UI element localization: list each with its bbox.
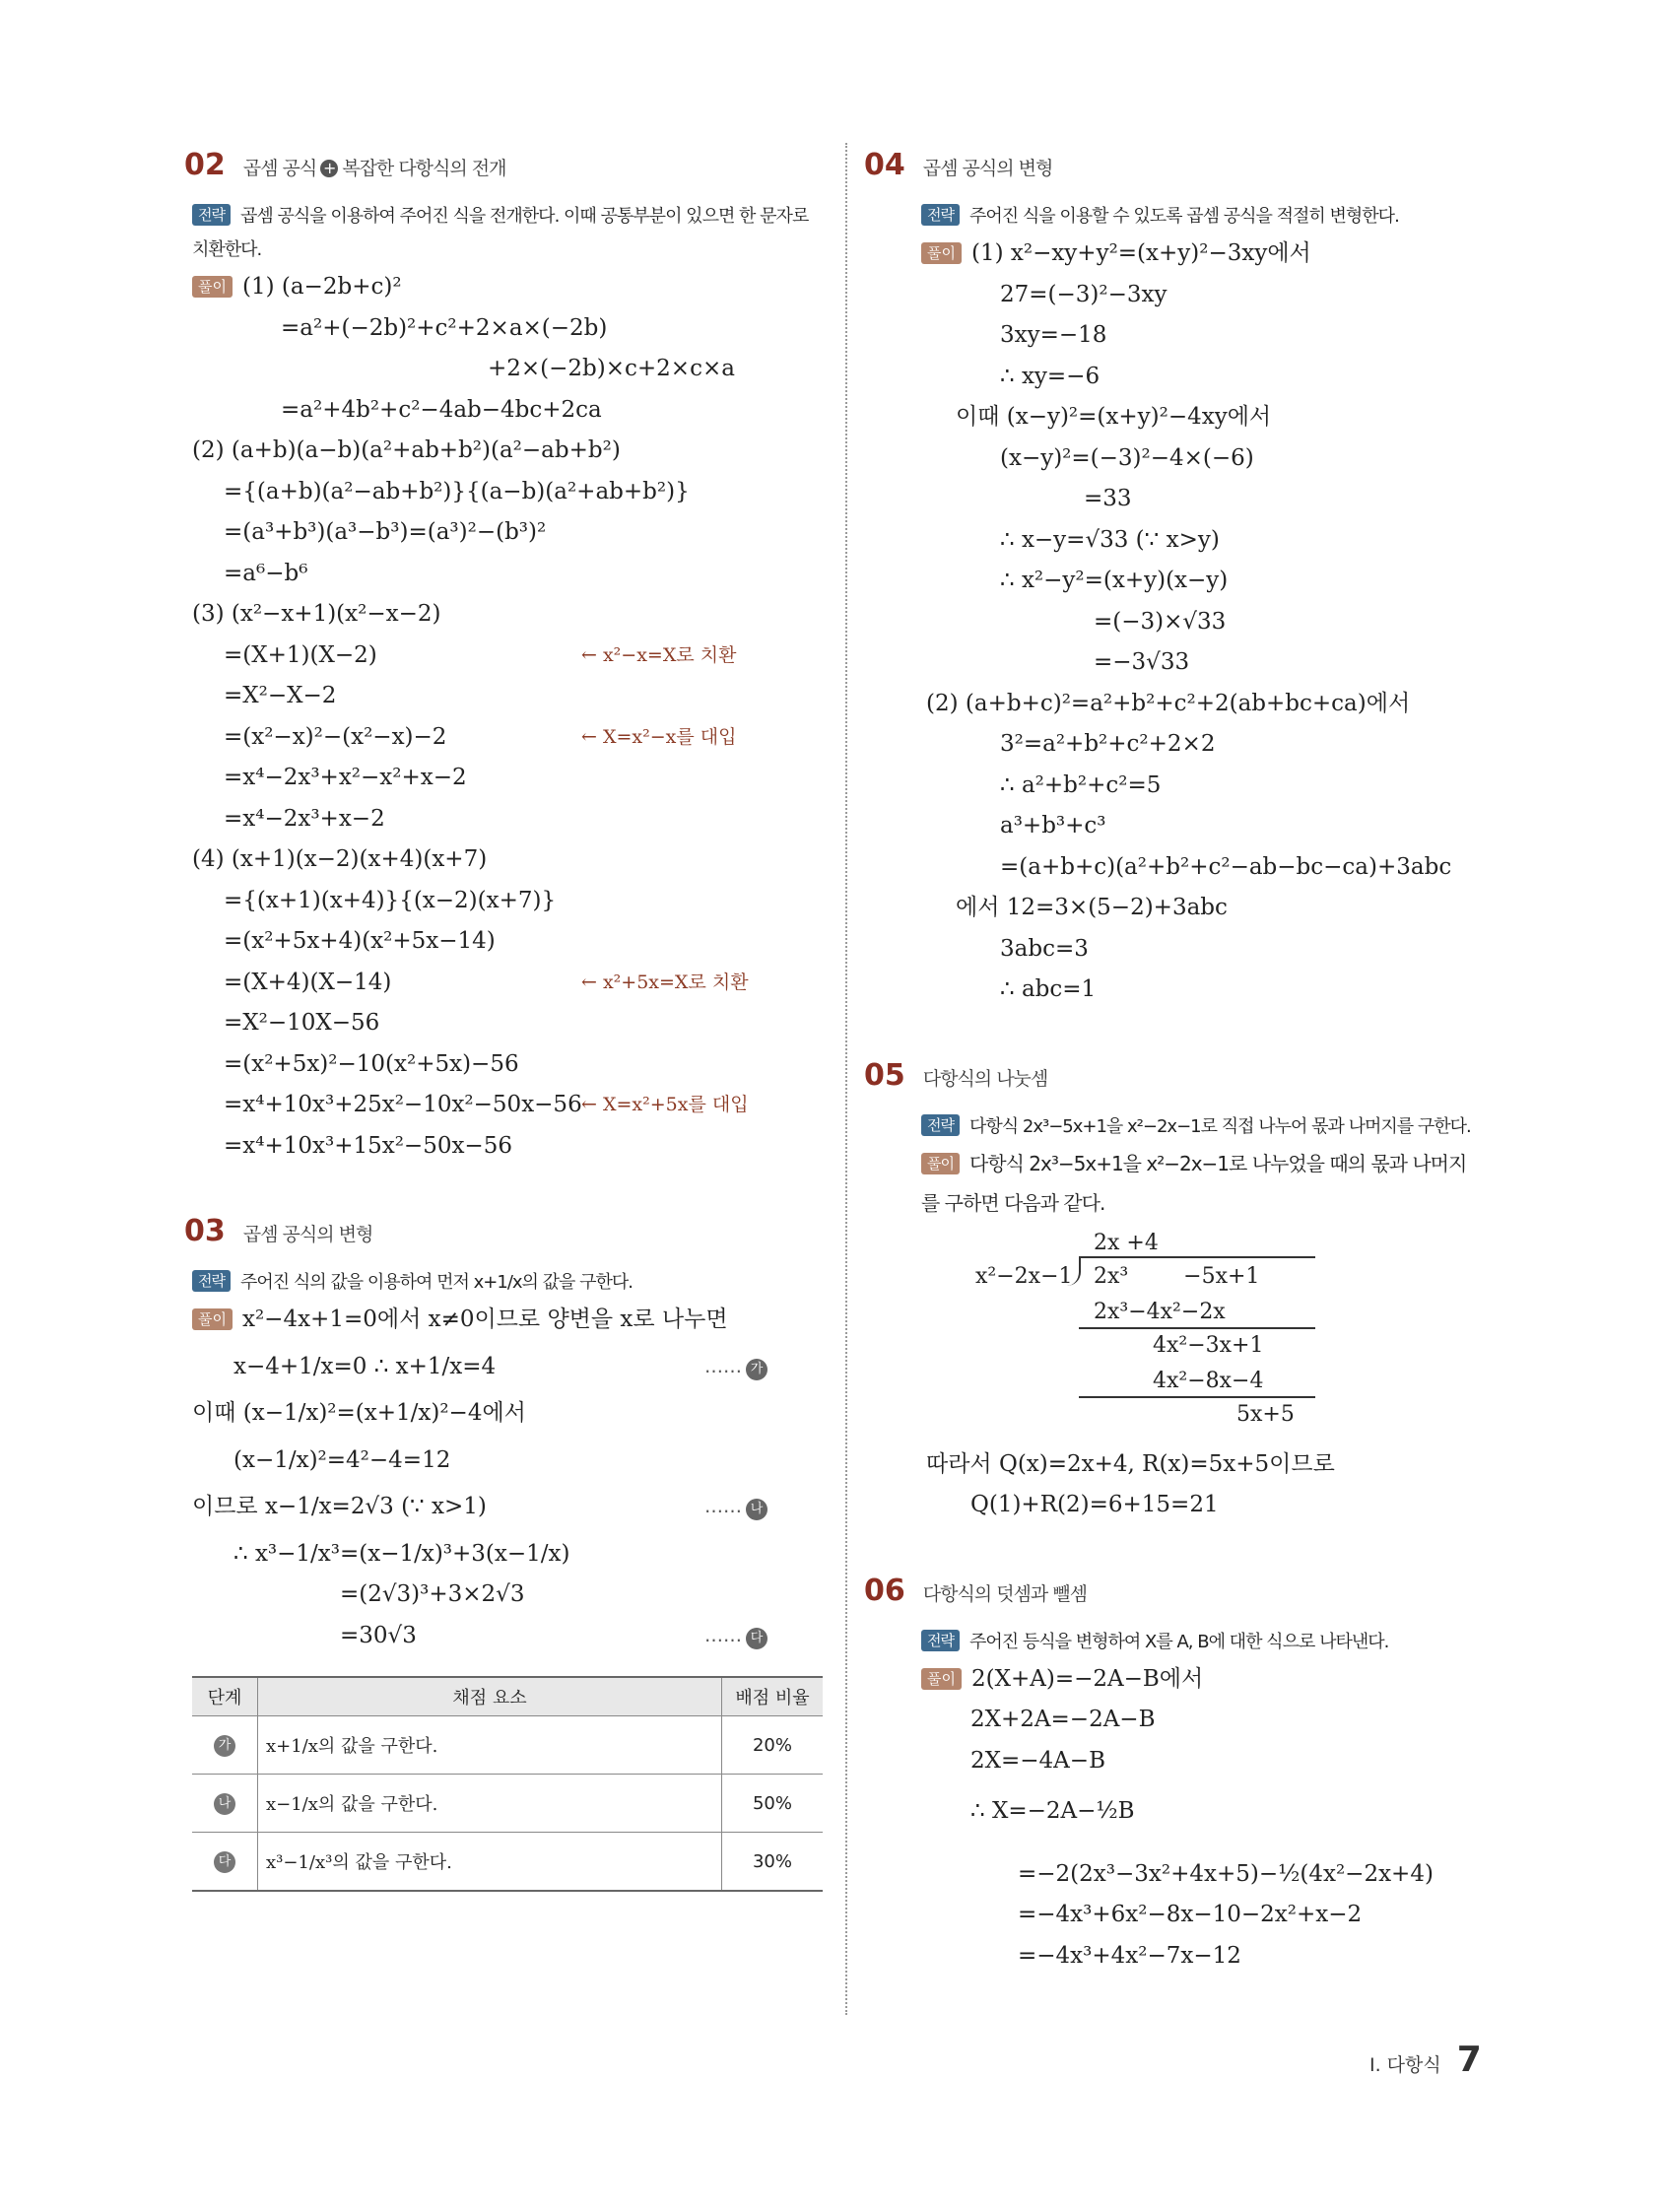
math-line: =x⁴+10x³+15x²−50x−56: [224, 1132, 512, 1159]
stage-marker-icon: 다: [214, 1851, 235, 1873]
stage-marker-icon: 나: [214, 1793, 235, 1815]
solution-line: [872, 1659, 1483, 1701]
section-04: [864, 148, 1483, 1011]
math-line: =(a³+b³)(a³−b³)=(a³)²−(b³)²: [224, 519, 547, 545]
math-line: (1) (a−2b+c)²: [241, 274, 402, 300]
table-row: [192, 1833, 823, 1892]
division-step1: 2x³−4x²−2x: [1094, 1299, 1226, 1324]
math-line: =x⁴−2x³+x−2: [224, 805, 385, 832]
math-line-with-note: [192, 1085, 823, 1126]
item-cell: x+1/x의 값을 구한다.: [258, 1716, 722, 1775]
stage-marker-icon: 가: [214, 1735, 235, 1757]
math-expr: 이므로 x−1/x=2√3 (∵ x>1): [192, 1494, 487, 1519]
marker-dots: ……: [704, 1355, 742, 1377]
item-cell: x³−1/x³의 값을 구한다.: [258, 1833, 722, 1892]
header-ratio: 배점 비율: [722, 1677, 824, 1716]
math-line: 3abc=3: [1000, 935, 1089, 962]
math-line: =a⁶−b⁶: [224, 560, 308, 586]
solution-line: [872, 234, 1483, 275]
table-header-row: [192, 1677, 823, 1716]
math-line: =−4x³+6x²−8x−10−2x²+x−2: [1018, 1902, 1363, 1927]
solution-line: [192, 1300, 823, 1341]
section-02: [184, 148, 823, 1167]
math-line: (1) x²−xy+y²=(x+y)²−3xy에서: [970, 240, 1311, 266]
solution-badge: 풀이: [921, 1668, 962, 1690]
section-title: 다항식의 덧셈과 뺄셈: [922, 1582, 1088, 1605]
division-bracket: [1065, 1256, 1081, 1286]
header-item: 채점 요소: [258, 1677, 722, 1716]
section-header: [184, 1214, 823, 1248]
substitution-note: ← x²−x=X로 치환: [581, 643, 737, 666]
strategy-text: [872, 1110, 1483, 1144]
math-line-with-note: [192, 636, 823, 677]
math-line: (x−y)²=(−3)²−4×(−6): [1000, 444, 1254, 471]
ratio-cell: 20%: [722, 1716, 824, 1775]
math-line: 2(X+A)=−2A−B에서: [970, 1665, 1204, 1692]
division-dividend: 2x³ −5x+1: [1094, 1263, 1260, 1289]
math-line: 3²=a²+b²+c²+2×2: [1000, 731, 1216, 757]
item-cell: x−1/x의 값을 구한다.: [258, 1775, 722, 1833]
math-line: (3) (x²−x+1)(x²−x−2): [192, 601, 441, 627]
math-line: =a²+(−2b)²+c²+2×a×(−2b): [281, 314, 608, 341]
strategy-text: [872, 1626, 1483, 1659]
math-line: ∴ xy=−6: [1000, 363, 1101, 389]
division-remainder1: 4x²−3x+1: [1153, 1332, 1264, 1358]
marker-da-icon: 다: [746, 1628, 767, 1649]
step-marker: [704, 1347, 767, 1388]
section-title: 곱셈 공식의 변형: [242, 1224, 373, 1245]
table-row: [192, 1775, 823, 1833]
header-stage: 단계: [192, 1677, 258, 1716]
strategy-text: [872, 200, 1483, 234]
math-line: =(a+b+c)(a²+b²+c²−ab−bc−ca)+3abc: [1000, 853, 1452, 880]
section-03: [184, 1214, 823, 1892]
math-line: =(x²+5x)²−10(x²+5x)−56: [224, 1050, 519, 1077]
math-line: ={(x+1)(x+4)}{(x−2)(x+7)}: [224, 887, 557, 913]
right-column: [864, 148, 1483, 2024]
math-line: 2X+2A=−2A−B: [970, 1707, 1156, 1732]
marker-ga-icon: 가: [746, 1359, 767, 1380]
section-title-part-a: 곱셈 공식: [242, 158, 317, 179]
solution-intro: x²−4x+1=0에서 x≠0이므로 양변을 x로 나누면: [241, 1307, 728, 1332]
division-divisor: x²−2x−1: [975, 1263, 1073, 1289]
section-title-part-b: 복잡한 다항식의 전개: [342, 158, 506, 179]
math-line: =x⁴−2x³+x²−x²+x−2: [224, 765, 467, 790]
section-title: 곱셈 공식의 변형: [922, 158, 1053, 179]
strategy-badge: 전략: [921, 204, 960, 226]
section-number: 02: [184, 148, 226, 182]
math-line: ∴ x²−y²=(x+y)(x−y): [1000, 568, 1229, 593]
math-line: +2×(−2b)×c+2×c×a: [488, 356, 735, 381]
ratio-cell: 30%: [722, 1833, 824, 1892]
scoring-table: [192, 1676, 823, 1892]
solution-badge: 풀이: [192, 1308, 233, 1330]
plus-icon: +: [320, 160, 338, 177]
section-number: 04: [864, 148, 905, 182]
column-divider: [845, 143, 847, 2015]
math-line: =X²−X−2: [224, 683, 337, 708]
strategy-badge: 전략: [192, 204, 231, 226]
section-header: [184, 148, 823, 182]
long-division: [872, 1231, 1483, 1433]
math-line: (x−1/x)²=4²−4=12: [234, 1446, 451, 1473]
left-column: [184, 148, 823, 1939]
stage-cell: [192, 1775, 258, 1833]
math-expr: =x⁴+10x³+25x²−10x²−50x−56: [224, 1092, 582, 1117]
math-line: =a²+4b²+c²−4ab−4bc+2ca: [281, 396, 602, 423]
math-line: =−3√33: [1094, 649, 1190, 675]
math-expr: =(x²−x)²−(x²−x)−2: [224, 723, 447, 750]
strategy-text: [192, 1266, 823, 1300]
section-title: [243, 154, 506, 180]
strategy-body: 다항식 2x³−5x+1을 x²−2x−1로 직접 나누어 몫과 나머지를 구한다.: [968, 1115, 1471, 1137]
division-bar: [1079, 1256, 1315, 1258]
strategy-body: 주어진 식을 이용할 수 있도록 곱셈 공식을 적절히 변형한다.: [968, 206, 1399, 227]
section-number: 06: [864, 1573, 905, 1608]
math-expr: =30√3: [340, 1622, 417, 1648]
solution-line: [192, 267, 823, 308]
math-line: =33: [1084, 486, 1132, 511]
section-header: [864, 1573, 1483, 1608]
division-rule: [1079, 1396, 1315, 1398]
strategy-body: 주어진 등식을 변형하여 X를 A, B에 대한 식으로 나타낸다.: [968, 1631, 1389, 1652]
math-expr: =(X+1)(X−2): [224, 641, 377, 668]
section-title: 다항식의 나눗셈: [922, 1067, 1048, 1090]
solution-badge: 풀이: [192, 276, 233, 298]
math-line: ∴ a²+b²+c²=5: [1000, 771, 1162, 798]
section-header: [864, 148, 1483, 182]
math-line: (2) (a+b)(a−b)(a²+ab+b²)(a²−ab+b²): [192, 437, 621, 463]
stage-cell: [192, 1716, 258, 1775]
math-line: =(x²+5x+4)(x²+5x−14): [224, 928, 496, 954]
math-line: 에서 12=3×(5−2)+3abc: [956, 895, 1228, 920]
math-line: 27=(−3)²−3xy: [1000, 281, 1168, 307]
strategy-body: 곱셈 공식을 이용하여 주어진 식을 전개한다. 이때 공통부분이 있으면 한 문자로 치환한다.: [192, 206, 809, 260]
math-line: (2) (a+b+c)²=a²+b²+c²+2(ab+bc+ca)에서: [926, 690, 1411, 716]
math-line: ∴ x³−1/x³=(x−1/x)³+3(x−1/x): [234, 1540, 570, 1567]
division-quotient: 2x +4: [1094, 1230, 1159, 1255]
marker-dots: ……: [704, 1496, 742, 1517]
page-number: 7: [1456, 2040, 1482, 2080]
math-line: =−2(2x³−3x²+4x+5)−½(4x²−2x+4): [1018, 1860, 1434, 1887]
marker-dots: ……: [704, 1624, 742, 1646]
substitution-note: ← X=x²−x를 대입: [581, 725, 737, 748]
division-remainder2: 5x+5: [1236, 1401, 1295, 1427]
solution-text: [872, 1144, 1483, 1223]
math-line-with-note: [192, 963, 823, 1004]
math-line-with-marker: [192, 1347, 823, 1388]
math-line: 이때 (x−y)²=(x+y)²−4xy에서: [956, 404, 1272, 430]
solution-body: 다항식 2x³−5x+1을 x²−2x−1로 나누었을 때의 몫과 나머지를 구하면 다음과 같다.: [921, 1151, 1467, 1215]
stage-cell: [192, 1833, 258, 1892]
math-line: 3xy=−18: [1000, 322, 1107, 348]
section-05: [864, 1057, 1483, 1526]
substitution-note: ← x²+5x=X로 치환: [581, 971, 749, 993]
table-row: [192, 1716, 823, 1775]
section-number: 03: [184, 1214, 226, 1248]
math-line: ∴ X=−2A−½B: [970, 1798, 1135, 1824]
math-line: Q(1)+R(2)=6+15=21: [970, 1492, 1219, 1517]
strategy-badge: 전략: [921, 1114, 960, 1136]
division-rule: [1079, 1327, 1315, 1329]
section-06: [864, 1573, 1483, 1977]
math-expr: =(X+4)(X−14): [224, 969, 392, 995]
math-line: (4) (x+1)(x−2)(x+4)(x+7): [192, 846, 488, 872]
math-line: =(2√3)³+3×2√3: [340, 1581, 525, 1607]
step-marker: [704, 1616, 767, 1657]
math-line: =X²−10X−56: [224, 1010, 380, 1036]
solution-badge: 풀이: [921, 242, 962, 264]
math-line: =−4x³+4x²−7x−12: [1018, 1942, 1241, 1969]
solution-badge: 풀이: [921, 1153, 960, 1174]
division-step2: 4x²−8x−4: [1153, 1368, 1264, 1393]
page-footer: [1369, 2040, 1482, 2080]
math-line: 2X=−4A−B: [970, 1747, 1105, 1774]
math-line: 이때 (x−1/x)²=(x+1/x)²−4에서: [192, 1400, 526, 1426]
math-line-with-marker: [192, 1487, 823, 1528]
math-line: ∴ abc=1: [1000, 976, 1097, 1002]
math-line-with-marker: [192, 1616, 823, 1657]
strategy-badge: 전략: [192, 1270, 231, 1292]
math-line: ={(a+b)(a²−ab+b²)}{(a−b)(a²+ab+b²)}: [224, 478, 690, 504]
section-number: 05: [864, 1057, 905, 1093]
math-line: 따라서 Q(x)=2x+4, R(x)=5x+5이므로: [926, 1450, 1335, 1477]
ratio-cell: 50%: [722, 1775, 824, 1833]
section-header: [864, 1057, 1483, 1093]
step-marker: [704, 1487, 767, 1528]
strategy-badge: 전략: [921, 1630, 960, 1651]
marker-na-icon: 나: [746, 1499, 767, 1520]
strategy-text: [192, 200, 823, 267]
math-expr: x−4+1/x=0 ∴ x+1/x=4: [234, 1353, 497, 1379]
substitution-note: ← X=x²+5x를 대입: [581, 1094, 749, 1115]
chapter-label: Ⅰ. 다항식: [1369, 2054, 1441, 2076]
math-line: a³+b³+c³: [1000, 813, 1106, 838]
strategy-body: 주어진 식의 값을 이용하여 먼저 x+1/x의 값을 구한다.: [239, 1272, 634, 1293]
math-line: ∴ x−y=√33 (∵ x>y): [1000, 526, 1220, 553]
math-line: =(−3)×√33: [1094, 608, 1227, 635]
math-line-with-note: [192, 717, 823, 759]
